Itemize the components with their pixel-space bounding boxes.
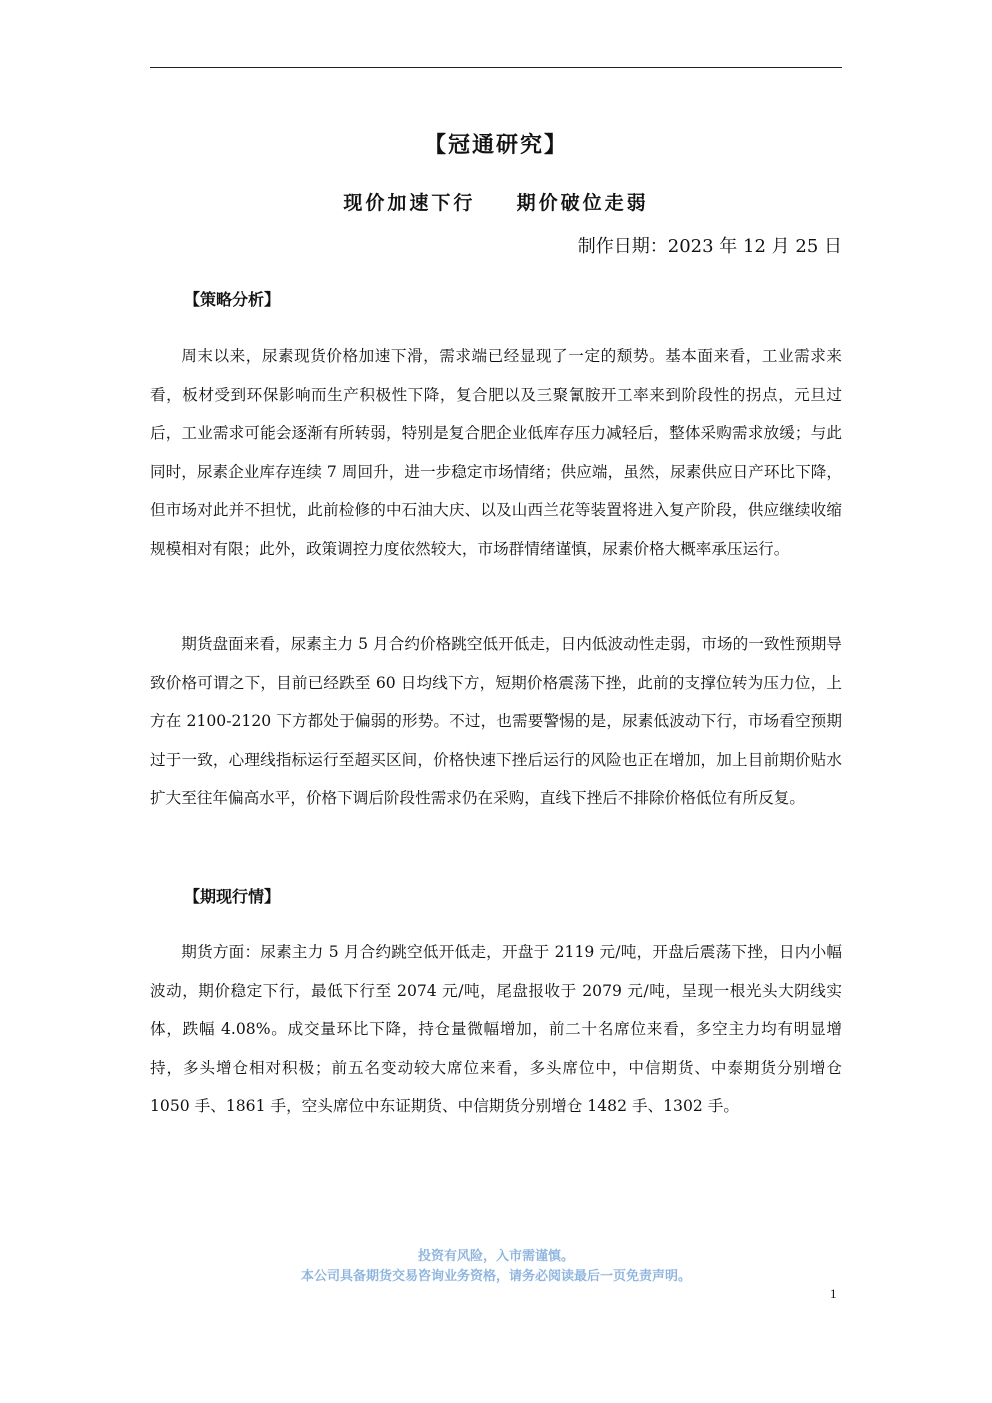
footer-risk-warning: 投资有风险，入市需谨慎。 xyxy=(417,1249,574,1264)
header-rule xyxy=(150,67,842,68)
page-number: 1 xyxy=(830,1286,837,1301)
paragraph-strategy-fundamentals: 周末以来，尿素现货价格加速下滑，需求端已经显现了一定的颓势。基本面来看，工业需求来看，板材受到环保影响而生产积极性下降，复合肥以及三聚氰胺开工率来到阶段性的拐点，元旦过后，工业需求可能会逐渐有所转弱，特别是复合肥企业低库存压力减轻后，整体采购需求放缓；与此同时，尿素企业库存连续 7 周回升，进一步稳定市场情绪；供应端，虽然，尿素供应日产环比下降，但市场对此并不担忧，此前检修的中石油大庆、以及山西兰花等装置将进入复产阶段，供应继续收缩规模相对有限；此外，政策调控力度依然较大，市场群情绪谨慎，尿素价格大概率承压运行。 xyxy=(150,347,842,558)
section-heading-strategy: 【策略分析】 xyxy=(184,290,281,309)
section-heading-market: 【期现行情】 xyxy=(184,887,281,906)
footer-disclaimer-notice: 本公司具备期货交易咨询业务资格，请务必阅读最后一页免责声明。 xyxy=(300,1269,691,1284)
report-date: 制作日期：2023 年 12 月 25 日 xyxy=(577,236,842,257)
report-title: 现价加速下行 期价破位走弱 xyxy=(343,192,649,214)
paragraph-market-futures: 期货方面：尿素主力 5 月合约跳空低开低走，开盘于 2119 元/吨，开盘后震荡下挫，日内小幅波动，期价稳定下行，最低下行至 2074 元/吨，尾盘报收于 2079 元/吨，呈现一根光头大阴线实体，跌幅 4.08%。成交量环比下降，持仓量微幅增加，前二十名席位来看，多空主力均有明显增持，多头增仓相对积极；前五名变动较大席位来看，多头席位中，中信期货、中泰期货分别增仓 1050 手、1861 手，空头席位中东证期货、中信期货分别增仓 1482 手、1302 手。 xyxy=(150,943,842,1116)
paragraph-strategy-futures: 期货盘面来看，尿素主力 5 月合约价格跳空低开低走，日内低波动性走弱，市场的一致性预期导致价格可谓之下，目前已经跌至 60 日均线下方，短期价格震荡下挫，此前的支撑位转为压力位，上方在 2100-2120 下方都处于偏弱的形势。不过，也需要警惕的是，尿素低波动下行，市场看空预期过于一致，心理线指标运行至超买区间，价格快速下挫后运行的风险也正在增加，加上目前期价贴水扩大至往年偏高水平，价格下调后阶段性需求仍在采购，直线下挫后不排除价格低位有所反复。 xyxy=(150,635,842,808)
header-title: 【冠通研究】 xyxy=(423,133,568,158)
